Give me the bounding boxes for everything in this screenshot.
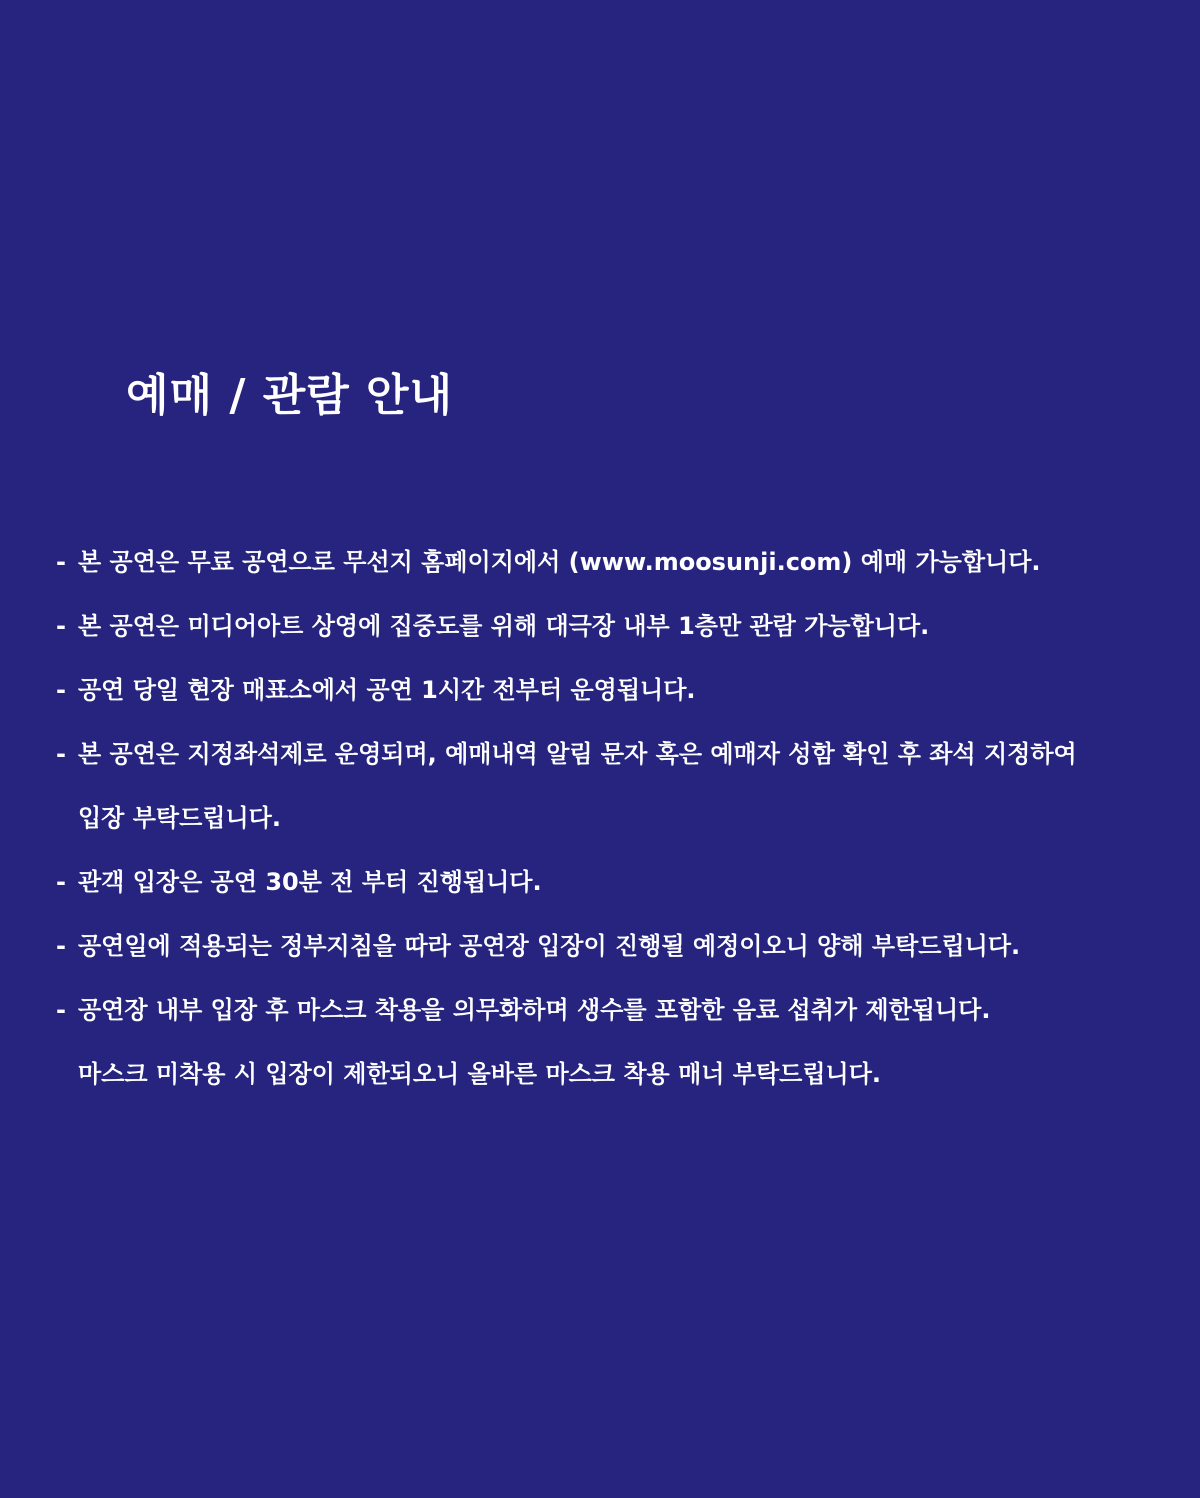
bullet-dash: - (56, 932, 66, 960)
notice-item (56, 658, 1176, 722)
notice-item (56, 978, 1176, 1042)
notice-text: 마스크 미착용 시 입장이 제한되오니 올바른 마스크 착용 매너 부탁드립니다. (78, 1060, 882, 1088)
notice-text: 본 공연은 미디어아트 상영에 집중도를 위해 대극장 내부 1층만 관람 가능합니다. (78, 612, 930, 640)
bullet-dash: - (56, 676, 66, 704)
bullet-dash: - (56, 612, 66, 640)
notice-continuation (56, 1042, 1176, 1106)
bullet-dash: - (56, 868, 66, 896)
page-title: 예매 / 관람 안내 (126, 370, 454, 421)
bullet-dash: - (56, 740, 66, 768)
bullet-dash: - (56, 996, 66, 1024)
notice-text: 공연일에 적용되는 정부지침을 따라 공연장 입장이 진행될 예정이오니 양해 부탁드립니다. (78, 932, 1021, 960)
notice-text: 공연장 내부 입장 후 마스크 착용을 의무화하며 생수를 포함한 음료 섭취가 제한됩니다. (78, 996, 991, 1024)
notice-item (56, 850, 1176, 914)
notice-text: 본 공연은 지정좌석제로 운영되며, 예매내역 알림 문자 혹은 예매자 성함 확인 후 좌석 지정하여 (78, 740, 1077, 768)
notice-text: 공연 당일 현장 매표소에서 공연 1시간 전부터 운영됩니다. (78, 676, 696, 704)
notice-list (56, 530, 1176, 1106)
bullet-dash: - (56, 548, 66, 576)
notice-item (56, 530, 1176, 594)
notice-continuation (56, 786, 1176, 850)
notice-text: 본 공연은 무료 공연으로 무선지 홈페이지에서 (www.moosunji.com) 예매 가능합니다. (78, 548, 1041, 576)
notice-item (56, 722, 1176, 786)
notice-item (56, 594, 1176, 658)
notice-text: 입장 부탁드립니다. (78, 804, 281, 832)
notice-item (56, 914, 1176, 978)
notice-text: 관객 입장은 공연 30분 전 부터 진행됩니다. (78, 868, 542, 896)
